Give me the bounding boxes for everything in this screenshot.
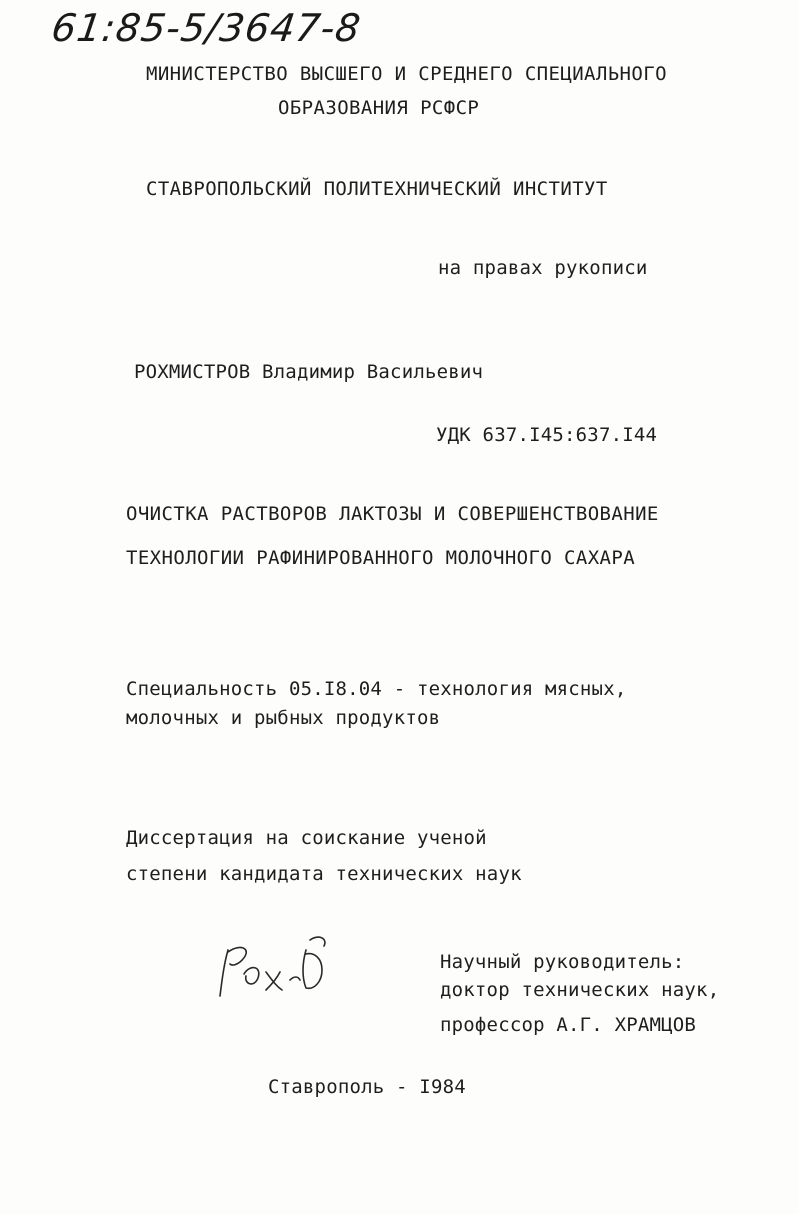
- supervisor-line-1: Научный руководитель:: [440, 951, 685, 973]
- author-name: РОХМИСТРОВ Владимир Васильевич: [134, 361, 484, 383]
- title-line-2: ТЕХНОЛОГИИ РАФИНИРОВАННОГО МОЛОЧНОГО САХАРА: [126, 547, 636, 569]
- ministry-line-2: ОБРАЗОВАНИЯ РСФСР: [278, 97, 480, 119]
- ministry-line-1: МИНИСТЕРСТВО ВЫСШЕГО И СРЕДНЕГО СПЕЦИАЛЬНОГО: [146, 63, 667, 85]
- title-line-1: ОЧИСТКА РАСТВОРОВ ЛАКТОЗЫ И СОВЕРШЕНСТВОВАНИЕ: [126, 503, 659, 525]
- udc-code: УДК 637.I45:637.I44: [436, 424, 658, 446]
- specialty-line-2: молочных и рыбных продуктов: [126, 707, 441, 729]
- dissertation-line-1: Диссертация на соискание ученой: [126, 827, 487, 849]
- manuscript-note: на правах рукописи: [438, 257, 648, 279]
- supervisor-line-2: доктор технических наук,: [440, 979, 720, 1001]
- specialty-line-1: Специальность 05.I8.04 - технология мясных,: [126, 678, 627, 700]
- footer-city-year: Ставрополь - I984: [268, 1076, 466, 1098]
- handwritten-archive-number: 61:85-5/3647-8: [48, 6, 364, 50]
- dissertation-line-2: степени кандидата технических наук: [126, 863, 522, 885]
- institute-name: СТАВРОПОЛЬСКИЙ ПОЛИТЕХНИЧЕСКИЙ ИНСТИТУТ: [146, 178, 608, 200]
- supervisor-line-3: профессор А.Г. ХРАМЦОВ: [440, 1014, 697, 1036]
- author-signature: [210, 930, 340, 1010]
